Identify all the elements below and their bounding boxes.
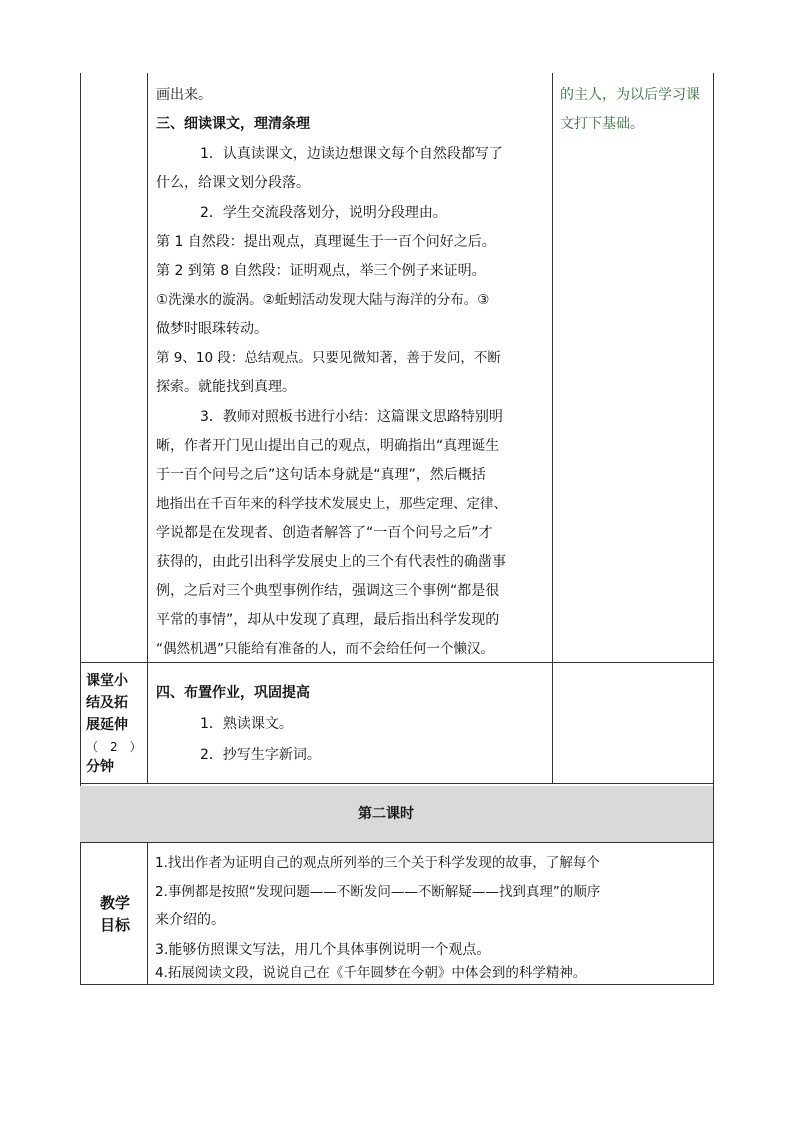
lesson-line: “偶然机遇”只能给有准备的人，而不会给任何一个懒汉。 bbox=[156, 641, 494, 657]
objective-line: 3.能够仿照课文写法，用几个具体事例说明一个观点。 bbox=[155, 942, 491, 958]
lesson-line: 1．认真读课文，边读边想课文每个自然段都写了 bbox=[200, 146, 503, 162]
lesson-line: 2．学生交流段落划分，说明分段理由。 bbox=[200, 205, 447, 221]
lesson-line: 第 9、10 段：总结观点。只要见微知著，善于发问，不断 bbox=[156, 350, 501, 366]
second-lesson-title: 第二课时 bbox=[358, 806, 414, 822]
row-separator-2 bbox=[80, 783, 714, 784]
lesson-line: 第 2 到第 8 自然段：证明观点，举三个例子来证明。 bbox=[156, 263, 486, 279]
summary-label-line: 分钟 bbox=[86, 759, 114, 775]
summary-item: 2．抄写生字新词。 bbox=[200, 747, 321, 763]
objective-line: 2.事例都是按照“发现问题——不断发问——不断解疑——找到真理”的顺序 bbox=[155, 884, 601, 900]
lesson-line: 第 1 自然段：提出观点，真理诞生于一百个问好之后。 bbox=[156, 234, 496, 250]
lesson-line: 探索。就能找到真理。 bbox=[156, 379, 296, 395]
lesson-line: 于一百个问号之后”这句话本身就是“真理”，然后概括 bbox=[156, 467, 486, 483]
section-heading: 三、细读课文，理清条理 bbox=[156, 116, 310, 132]
table-bottom-border bbox=[80, 984, 714, 985]
row-separator-1 bbox=[80, 662, 714, 663]
lesson-line: 学说都是在发现者、创造者解答了“一百个问号之后”才 bbox=[156, 525, 493, 541]
objective-line: 来介绍的。 bbox=[155, 912, 225, 928]
lesson-line: ①洗澡水的漩涡。②蚯蚓活动发现大陆与海洋的分布。③ bbox=[156, 292, 490, 308]
objective-line: 4.拓展阅读文段，说说自己在《千年圆梦在今朝》中体会到的科学精神。 bbox=[155, 965, 587, 981]
table-divider-1 bbox=[147, 73, 148, 783]
objectives-divider bbox=[147, 842, 148, 985]
table-right-border bbox=[713, 73, 714, 985]
objective-line: 1.找出作者为证明自己的观点所列举的三个关于科学发现的故事，了解每个 bbox=[155, 855, 600, 871]
table-left-border bbox=[80, 73, 81, 985]
lesson-line: 画出来。 bbox=[156, 87, 212, 103]
summary-label-line: 课堂小 bbox=[86, 673, 128, 689]
lesson-line: 做梦时眼珠转动。 bbox=[156, 321, 268, 337]
lesson-line: 例，之后对三个典型事例作结，强调这三个事例“都是很 bbox=[156, 583, 500, 599]
summary-label-line: （ 2 ） bbox=[86, 740, 142, 754]
table-divider-2 bbox=[552, 73, 553, 783]
lesson-line: 什么，给课文划分段落。 bbox=[156, 175, 310, 191]
summary-label-line: 展延伸 bbox=[86, 717, 128, 733]
lesson-line: 3．教师对照板书进行小结：这篇课文思路特别明 bbox=[200, 409, 503, 425]
lesson-line: 平常的事情”，却从中发现了真理，最后指出科学发现的 bbox=[156, 612, 500, 628]
lesson-line: 地指出在千百年来的科学技术发展史上，那些定理、定律、 bbox=[156, 496, 507, 512]
objectives-label-line: 教学 bbox=[100, 894, 131, 912]
objectives-label-line: 目标 bbox=[100, 916, 131, 934]
intent-line: 文打下基础。 bbox=[560, 116, 644, 132]
intent-line: 的主人，为以后学习课 bbox=[560, 87, 700, 103]
summary-item: 1．熟读课文。 bbox=[200, 716, 293, 732]
summary-label-line: 结及拓 bbox=[86, 695, 128, 711]
summary-heading: 四、布置作业，巩固提高 bbox=[156, 685, 310, 701]
lesson-line: 获得的，由此引出科学发展史上的三个有代表性的确凿事 bbox=[156, 554, 506, 570]
lesson-line: 晰，作者开门见山提出自己的观点，明确指出“真理诞生 bbox=[156, 438, 500, 454]
row-separator-3 bbox=[80, 842, 714, 843]
